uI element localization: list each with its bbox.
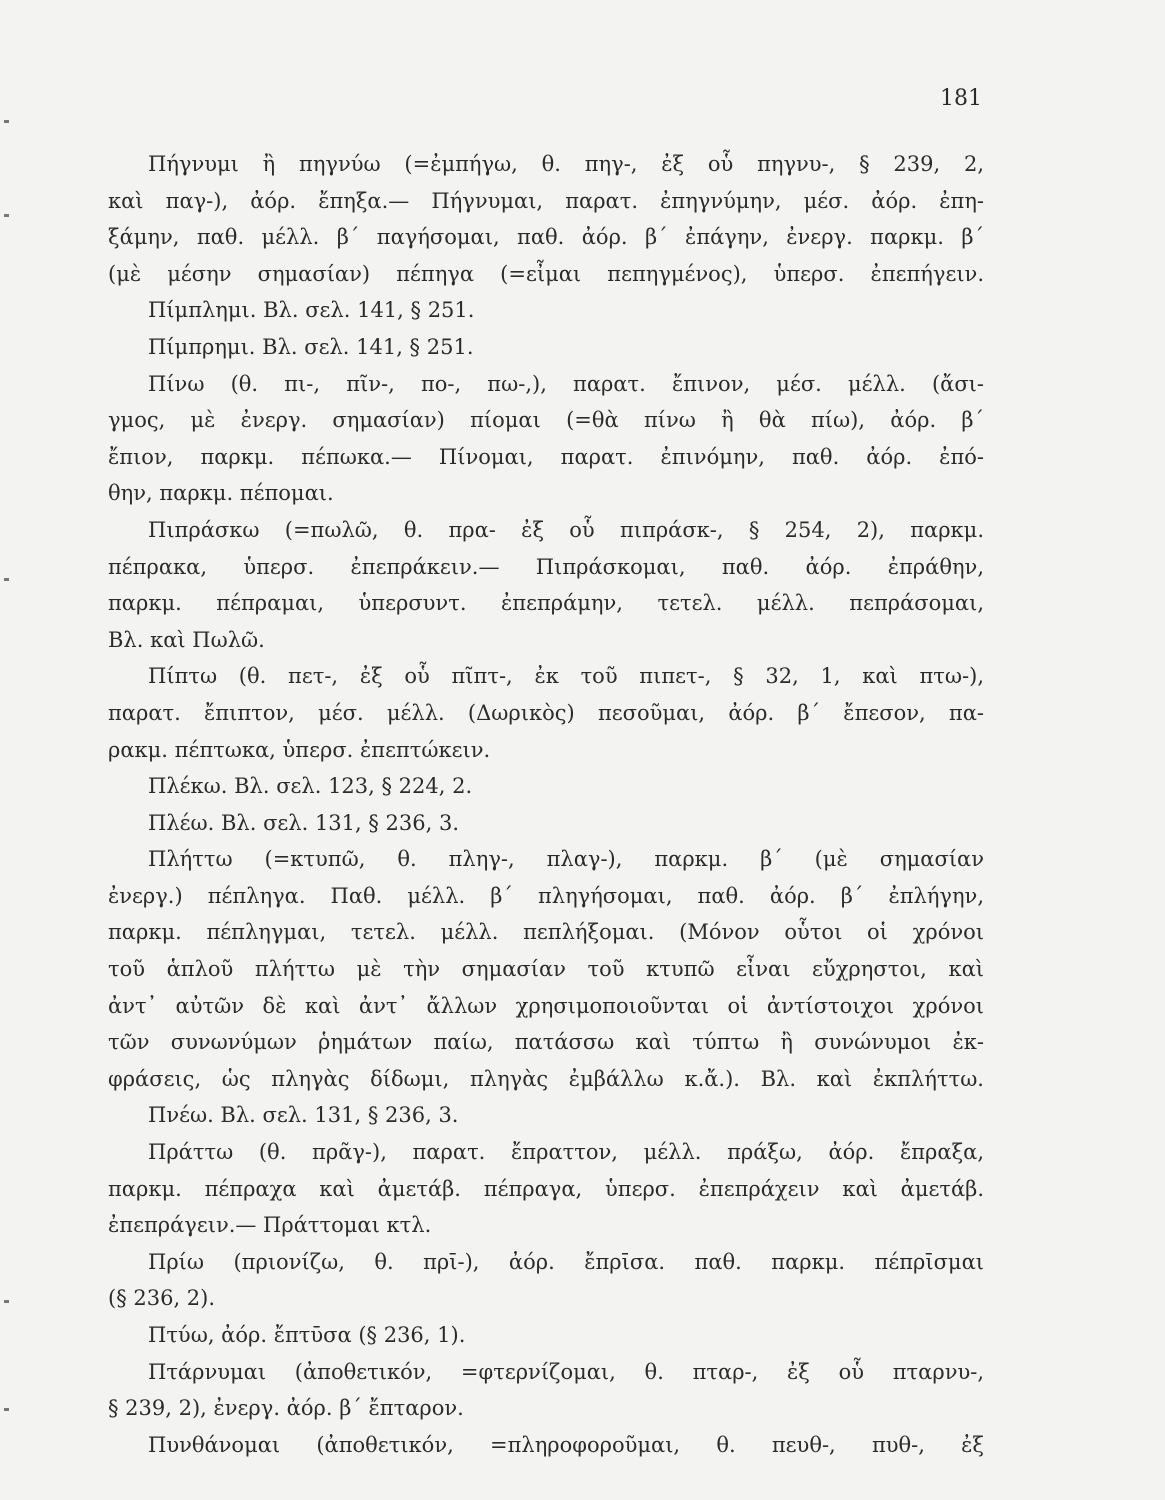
text-line: ἐπεπράγειν.— Πράττομαι κτλ. [108,1213,432,1238]
text-line: πέπρακα, ὑπερσ. ἐπεπράκειν.— Πιπράσκομαι, παθ. ἀόρ. ἐπράθην, [108,554,984,579]
text-line: ἐνεργ.) πέπληγα. Παθ. μέλλ. β΄ πληγήσομαι, παθ. ἀόρ. β΄ ἐπλήγην, [108,883,984,908]
text-line: θην, παρκμ. πέπομαι. [108,481,334,506]
margin-mark [4,1408,9,1411]
margin-mark [4,120,9,123]
text-line: (§ 236, 2). [108,1286,216,1311]
text-line: τοῦ ἁπλοῦ πλήττω μὲ τὴν σημασίαν τοῦ κτυπῶ εἶναι εὔχρηστοι, καὶ [108,957,984,982]
text-line: Πλέκω. Βλ. σελ. 123, § 224, 2. [148,774,473,799]
text-line: ἀντ᾽ αὐτῶν δὲ καὶ ἀντ᾽ ἄλλων χρησιμοποιοῦνται οἱ ἀντίστοιχοι χρόνοι [108,993,984,1018]
text-line: καὶ παγ-), ἀόρ. ἔπηξα.— Πήγνυμαι, παρατ. ἐπηγνύμην, μέσ. ἀόρ. ἐπη- [108,188,984,213]
text-line: παρκμ. πέπραμαι, ὑπερσυντ. ἐπεπράμην, τετελ. μέλλ. πεπράσομαι, [108,591,984,616]
margin-mark [4,578,9,581]
text-line: Πτάρνυμαι (ἀποθετικόν, =φτερνίζομαι, θ. πταρ-, ἐξ οὗ πταρνυ-, [148,1359,984,1384]
text-line: Πλήττω (=κτυπῶ, θ. πληγ-, πλαγ-), παρκμ. β΄ (μὲ σημασίαν [148,847,984,872]
text-line: Πράττω (θ. πρᾶγ-), παρατ. ἔπραττον, μέλλ. πράξω, ἀόρ. ἔπραξα, [148,1140,984,1165]
text-line: Πίμπρημι. Βλ. σελ. 141, § 251. [148,334,474,359]
text-body [108,146,984,1463]
text-line: Βλ. καὶ Πωλῶ. [108,627,265,652]
text-line: ξάμην, παθ. μέλλ. β΄ παγήσομαι, παθ. ἀόρ. β΄ ἐπάγην, ἐνεργ. παρκμ. β΄ [108,225,984,250]
text-line: παρκμ. πέπληγμαι, τετελ. μέλλ. πεπλήξομαι. (Μόνον οὗτοι οἱ χρόνοι [108,920,984,945]
margin-mark [4,214,9,217]
text-line: (μὲ μέσην σημασίαν) πέπηγα (=εἶμαι πεπηγμένος), ὑπερσ. ἐπεπήγειν. [108,261,984,286]
text-line: παρατ. ἔπιπτον, μέσ. μέλλ. (Δωρικὸς) πεσοῦμαι, ἀόρ. β΄ ἔπεσον, πα- [108,700,984,725]
text-line: Πλέω. Βλ. σελ. 131, § 236, 3. [148,810,460,835]
text-line: ρακμ. πέπτωκα, ὑπερσ. ἐπεπτώκειν. [108,737,491,762]
text-line: Πνέω. Βλ. σελ. 131, § 236, 3. [148,1103,459,1128]
page-number: 181 [940,86,982,111]
text-line: Πήγνυμι ἢ πηγνύω (=ἐμπήγω, θ. πηγ-, ἐξ οὗ πηγνυ-, § 239, 2, [148,152,984,176]
text-line: τῶν συνωνύμων ῥημάτων παίω, πατάσσω καὶ τύπτω ἢ συνώνυμοι ἐκ- [108,1030,984,1055]
text-line: γμος, μὲ ἐνεργ. σημασίαν) πίομαι (=θὰ πίνω ἢ θὰ πίω), ἀόρ. β΄ [108,408,984,433]
text-line: Πίνω (θ. πι-, πῖν-, πο-, πω-,), παρατ. ἔπινον, μέσ. μέλλ. (ἄσι- [148,371,984,396]
text-line: φράσεις, ὡς πληγὰς δίδωμι, πληγὰς ἐμβάλλω κ.ἄ.). Βλ. καὶ ἐκπλήττω. [108,1066,984,1091]
text-line: Πυνθάνομαι (ἀποθετικόν, =πληροφοροῦμαι, θ. πευθ-, πυθ-, ἐξ [148,1432,984,1457]
text-line: Πίμπλημι. Βλ. σελ. 141, § 251. [148,298,475,323]
text-line: § 239, 2), ἐνεργ. ἀόρ. β΄ ἔπταρον. [108,1396,464,1421]
text-line: ἔπιον, παρκμ. πέπωκα.— Πίνομαι, παρατ. ἐπινόμην, παθ. ἀόρ. ἐπό- [108,444,984,469]
text-line: Πρίω (πριονίζω, θ. πρῑ-), ἀόρ. ἔπρῑσα. παθ. παρκμ. πέπρῑσμαι [148,1249,984,1274]
margin-mark [4,1300,9,1303]
text-line: Πτύω, ἀόρ. ἔπτῡσα (§ 236, 1). [148,1323,466,1347]
text-line: Πίπτω (θ. πετ-, ἐξ οὗ πῖπτ-, ἐκ τοῦ πιπετ-, § 32, 1, καὶ πτω-), [148,664,984,689]
text-line: Πιπράσκω (=πωλῶ, θ. πρα- ἐξ οὗ πιπράσκ-, § 254, 2), παρκμ. [148,517,984,542]
text-line: παρκμ. πέπραχα καὶ ἀμετάβ. πέπραγα, ὑπερσ. ἐπεπράχειν καὶ ἀμετάβ. [108,1176,984,1201]
